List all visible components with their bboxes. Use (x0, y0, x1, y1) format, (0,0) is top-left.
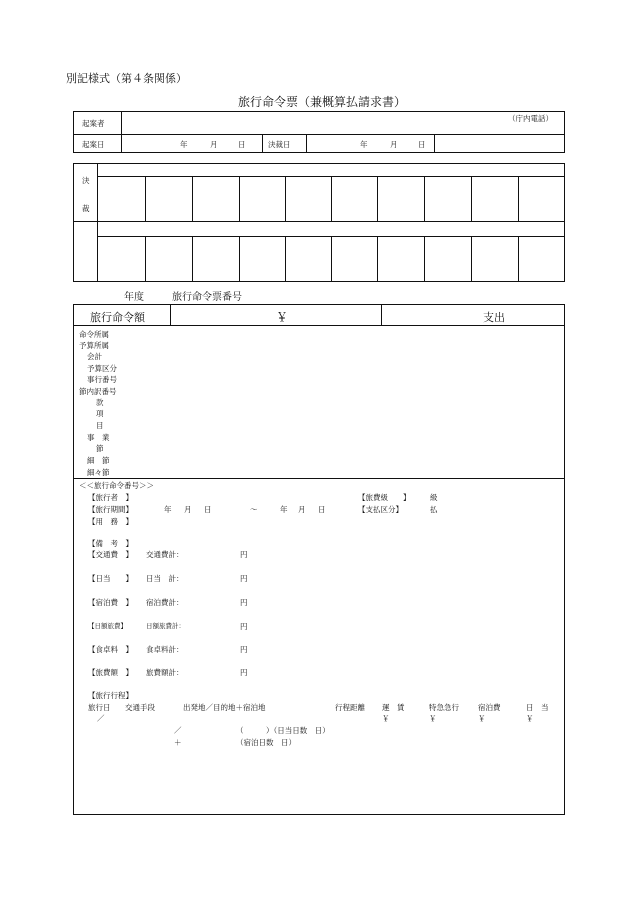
approval-label: 決 (82, 176, 90, 185)
budget-item: 節内訳番号 (79, 387, 117, 396)
purpose-label: 【用 務 】 (88, 517, 133, 526)
period-label: 【旅行期間】 (88, 505, 133, 514)
order-amount-label: 旅行命令額 (90, 311, 145, 324)
budget-item: 目 (96, 421, 104, 430)
allowance-days: （ ）（日当日数 日） (236, 726, 330, 735)
yen-sign: ￥ (276, 310, 289, 324)
grade-unit: 級 (430, 493, 438, 502)
cost-label: 【旅費額 】 (88, 668, 133, 677)
approval-label: 裁 (82, 204, 90, 213)
itinerary-header-allowance: 日 当 (526, 703, 549, 712)
year-label: 年 (360, 140, 368, 149)
month-label: 月 (210, 140, 218, 149)
budget-item: 事行番号 (87, 375, 117, 384)
payment-class-label: 【支払区分】 (358, 505, 403, 514)
period-month: 月 (184, 505, 192, 514)
lodging-days: （宿泊日数 日） (236, 738, 296, 747)
divider (97, 163, 98, 282)
cost-subtotal-label: 交通費計： (146, 550, 184, 559)
divider (73, 221, 565, 222)
payment-label: 支出 (483, 311, 505, 324)
period-day: 日 (318, 505, 326, 514)
itinerary-header-date: 旅行日 (88, 703, 111, 712)
divider (381, 304, 382, 325)
itinerary-header-route: 出発地／目的地＋宿泊地 (183, 703, 266, 712)
itinerary-slash: ／ (97, 714, 105, 723)
cost-unit: 円 (240, 574, 248, 583)
cost-label: 【宿泊費 】 (88, 598, 133, 607)
payment-class-value: 払 (430, 505, 438, 514)
cost-subtotal-label: 日額旅費計： (146, 622, 185, 630)
approval-grid (73, 163, 565, 282)
cost-subtotal-label: 宿泊費計： (146, 598, 184, 607)
itinerary-header-fare: 運 賃 (382, 703, 405, 712)
cost-label: 【日額旅費】 (88, 622, 127, 630)
traveler-label: 【旅行者 】 (88, 493, 133, 502)
year-label: 年 (180, 140, 188, 149)
budget-item: 節 (96, 444, 104, 453)
divider (306, 134, 307, 153)
period-separator: ～ (250, 505, 258, 514)
cost-unit: 円 (240, 668, 248, 677)
budget-item: 細々節 (87, 468, 110, 477)
draft-date-label: 起案日 (82, 140, 105, 149)
budget-item: 項 (96, 409, 104, 418)
period-year: 年 (164, 505, 172, 514)
order-number-header: ＜＜旅行命令番号＞＞ (79, 481, 154, 490)
month-label: 月 (390, 140, 398, 149)
budget-item: 款 (96, 398, 104, 407)
period-month: 月 (298, 505, 306, 514)
drafter-label: 起案者 (82, 119, 105, 128)
cost-unit: 円 (240, 645, 248, 654)
phone-label: （庁内電話） (508, 114, 553, 123)
route-plus: ＋ (174, 738, 182, 747)
decision-date-label: 決裁日 (268, 140, 291, 149)
budget-item: 予算区分 (87, 364, 117, 373)
order-number-label: 旅行命令票番号 (172, 292, 242, 303)
cost-label: 【交通費 】 (88, 550, 133, 559)
cost-label: 【食卓料 】 (88, 645, 133, 654)
cost-unit: 円 (240, 622, 248, 631)
itinerary-header-lodging: 宿泊費 (478, 703, 501, 712)
budget-item: 予算所属 (79, 341, 109, 350)
period-year: 年 (280, 505, 288, 514)
page-title: 旅行命令票（兼概算払請求書） (238, 95, 407, 109)
divider (73, 325, 565, 326)
cost-label: 【日当 】 (88, 574, 133, 583)
budget-item: 命令所属 (79, 330, 109, 339)
cost-subtotal-label: 旅費額計： (146, 668, 184, 677)
divider (121, 111, 122, 153)
cost-unit: 円 (240, 550, 248, 559)
cost-subtotal-label: 日当 計： (146, 574, 184, 583)
budget-item: 細 節 (87, 456, 110, 465)
divider (73, 134, 565, 135)
itinerary-label: 【旅行行程】 (88, 691, 133, 700)
divider (170, 304, 171, 325)
yen-mark: ￥ (478, 714, 486, 723)
cost-subtotal-label: 食卓料計： (146, 645, 184, 654)
divider (434, 134, 435, 153)
divider (73, 478, 565, 479)
itinerary-header-transport: 交通手段 (125, 703, 155, 712)
drafter-table (73, 111, 565, 153)
route-slash: ／ (174, 726, 182, 735)
day-label: 日 (238, 140, 246, 149)
yen-mark: ￥ (382, 714, 390, 723)
itinerary-header-express: 特急急行 (429, 703, 459, 712)
fiscal-year-label: 年度 (124, 292, 144, 303)
form-reference: 別記様式（第４条関係） (66, 72, 187, 85)
remarks-label: 【備 考 】 (88, 539, 133, 548)
divider (262, 134, 263, 153)
budget-item: 会計 (87, 352, 102, 361)
day-label: 日 (418, 140, 426, 149)
period-day: 日 (204, 505, 212, 514)
itinerary-header-distance: 行程距離 (335, 703, 365, 712)
yen-mark: ￥ (526, 714, 534, 723)
cost-unit: 円 (240, 598, 248, 607)
grade-label: 【旅費級 】 (358, 493, 411, 502)
yen-mark: ￥ (429, 714, 437, 723)
budget-item: 事 業 (87, 433, 110, 442)
